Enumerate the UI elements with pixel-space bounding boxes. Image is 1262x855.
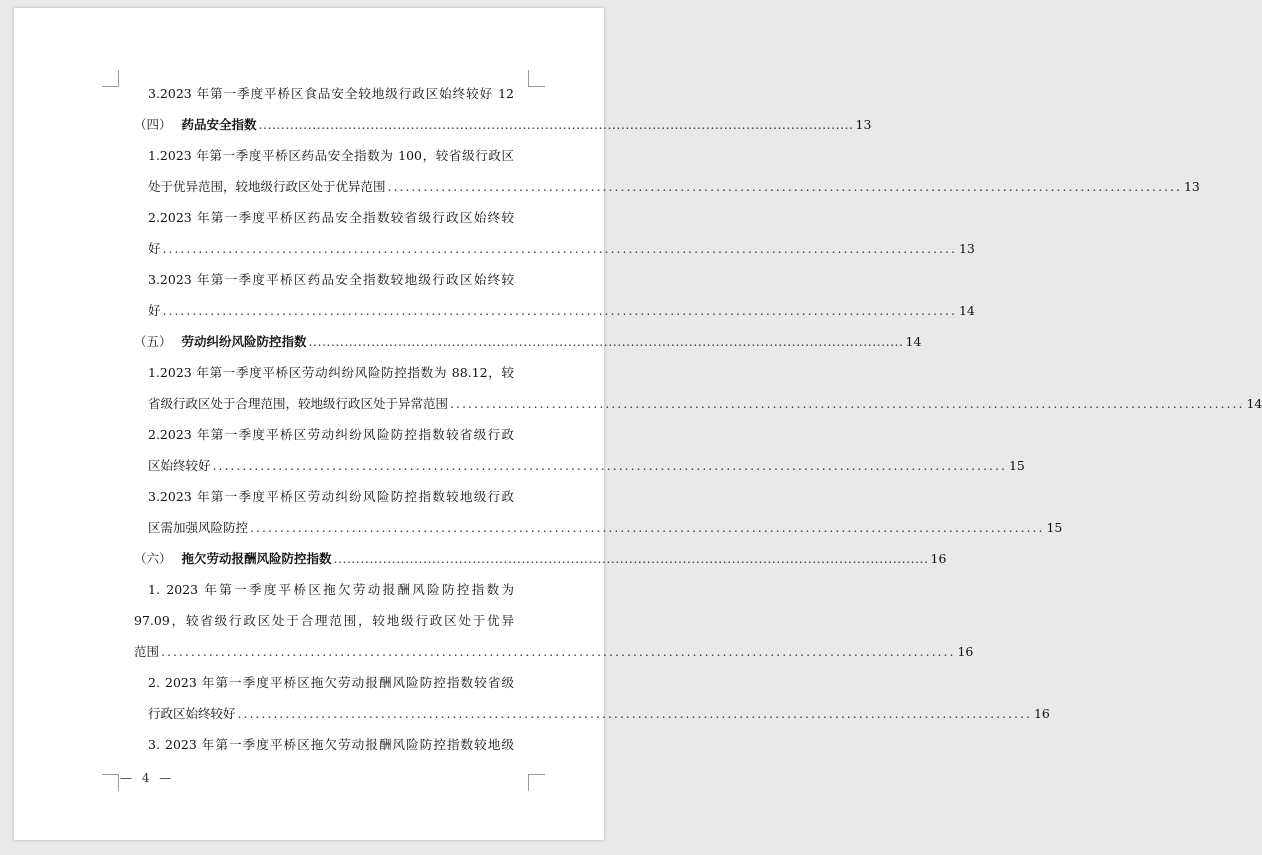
crop-mark-top-left — [102, 70, 119, 87]
toc-page-number: 15 — [1046, 520, 1063, 535]
toc-page-number: 14 — [905, 334, 922, 349]
toc-entry-text: 好 — [148, 303, 161, 318]
toc-section-6[interactable] — [134, 551, 947, 567]
toc-leader: ..................................................................................................................................... — [161, 644, 956, 659]
toc-entry-text: 3.2023 年第一季度平桥区食品安全较地级行政区始终较好 — [148, 86, 493, 101]
toc-page-number: 12 — [498, 86, 514, 101]
toc-page-number: 13 — [958, 241, 975, 256]
toc-entry-text: 区始终较好 — [148, 458, 211, 473]
toc-leader: ..................................................................................................................................... — [387, 179, 1182, 194]
toc-leader: ..................................................................................................................................... — [333, 551, 929, 566]
toc-entry-wage-2-line1[interactable]: 2. 2023 年第一季度平桥区拖欠劳动报酬风险防控指数较省级 — [148, 675, 514, 690]
page-number-footer: — 4 — — [120, 771, 175, 785]
toc-entry-text: 范围 — [134, 644, 160, 659]
toc-leader: ..................................................................................................................................... — [258, 117, 854, 132]
toc-page-number: 14 — [958, 303, 975, 318]
toc-section-title: 劳动纠纷风险防控指数 — [181, 334, 307, 349]
toc-leader: ..................................................................................................................................... — [250, 520, 1045, 535]
toc-page-number: 16 — [930, 551, 947, 566]
toc-section-number: （四） — [134, 117, 172, 132]
toc-entry-labor-1-line2[interactable] — [148, 396, 1262, 412]
toc-section-number: （六） — [134, 551, 172, 566]
toc-section-title: 拖欠劳动报酬风险防控指数 — [181, 551, 332, 566]
toc-entry-wage-1-line3[interactable] — [134, 644, 974, 660]
toc-leader: ..................................................................................................................................... — [450, 396, 1245, 411]
toc-entry-labor-2-line1[interactable]: 2.2023 年第一季度平桥区劳动纠纷风险防控指数较省级行政 — [148, 427, 514, 442]
toc-leader: ..................................................................................................................................... — [308, 334, 904, 349]
toc-entry-labor-3-line1[interactable]: 3.2023 年第一季度平桥区劳动纠纷风险防控指数较地级行政 — [148, 489, 514, 504]
toc-section-4[interactable] — [134, 117, 872, 133]
toc-section-number: （五） — [134, 334, 172, 349]
toc-entry-drug-3-line2[interactable] — [148, 303, 975, 319]
crop-mark-bottom-left — [102, 774, 119, 791]
toc-entry-labor-3-line2[interactable] — [148, 520, 1063, 536]
toc-entry-drug-1-line2[interactable] — [148, 179, 1200, 195]
toc-entry-labor-2-line2[interactable] — [148, 458, 1025, 474]
toc-entry-wage-2-line2[interactable] — [148, 706, 1050, 722]
toc-leader: ..................................................................................................................................... — [162, 241, 957, 256]
toc-entry-labor-1-line1[interactable]: 1.2023 年第一季度平桥区劳动纠纷风险防控指数为 88.12，较 — [148, 365, 514, 380]
toc-entry-text: 省级行政区处于合理范围，较地级行政区处于异常范围 — [148, 396, 449, 411]
toc-entry-drug-1-line1[interactable]: 1.2023 年第一季度平桥区药品安全指数为 100，较省级行政区 — [148, 148, 514, 163]
crop-mark-top-right — [528, 70, 545, 87]
toc-entry-text: 区需加强风险防控 — [148, 520, 249, 535]
toc-page-number: 16 — [1033, 706, 1050, 721]
toc-entry-text: 处于优异范围，较地级行政区处于优异范围 — [148, 179, 386, 194]
toc-entry-drug-3-line1[interactable]: 3.2023 年第一季度平桥区药品安全指数较地级行政区始终较 — [148, 272, 514, 287]
toc-page-number: 13 — [855, 117, 872, 132]
toc-entry-wage-1-line2[interactable]: 97.09，较省级行政区处于合理范围，较地级行政区处于优异 — [134, 613, 514, 628]
toc-entry-drug-2-line1[interactable]: 2.2023 年第一季度平桥区药品安全指数较省级行政区始终较 — [148, 210, 514, 225]
toc-entry-wage-3-line1[interactable]: 3. 2023 年第一季度平桥区拖欠劳动报酬风险防控指数较地级 — [148, 737, 514, 752]
toc-page-number: 13 — [1183, 179, 1200, 194]
toc-section-title: 药品安全指数 — [181, 117, 257, 132]
toc-page-number: 15 — [1008, 458, 1025, 473]
crop-mark-bottom-right — [528, 774, 545, 791]
toc-entry-food-safety-3[interactable] — [148, 86, 514, 102]
toc-entry-text: 好 — [148, 241, 161, 256]
toc-page-number: 14 — [1246, 396, 1262, 411]
toc-page-number: 16 — [957, 644, 974, 659]
toc-leader: ..................................................................................................................................... — [237, 706, 1032, 721]
toc-entry-text: 行政区始终较好 — [148, 706, 236, 721]
toc-section-5[interactable] — [134, 334, 922, 350]
toc-leader: ..................................................................................................................................... — [212, 458, 1007, 473]
toc-entry-drug-2-line2[interactable] — [148, 241, 975, 257]
toc-entry-wage-1-line1[interactable]: 1. 2023 年第一季度平桥区拖欠劳动报酬风险防控指数为 — [148, 582, 514, 597]
toc-leader: ..................................................................................................................................... — [162, 303, 957, 318]
